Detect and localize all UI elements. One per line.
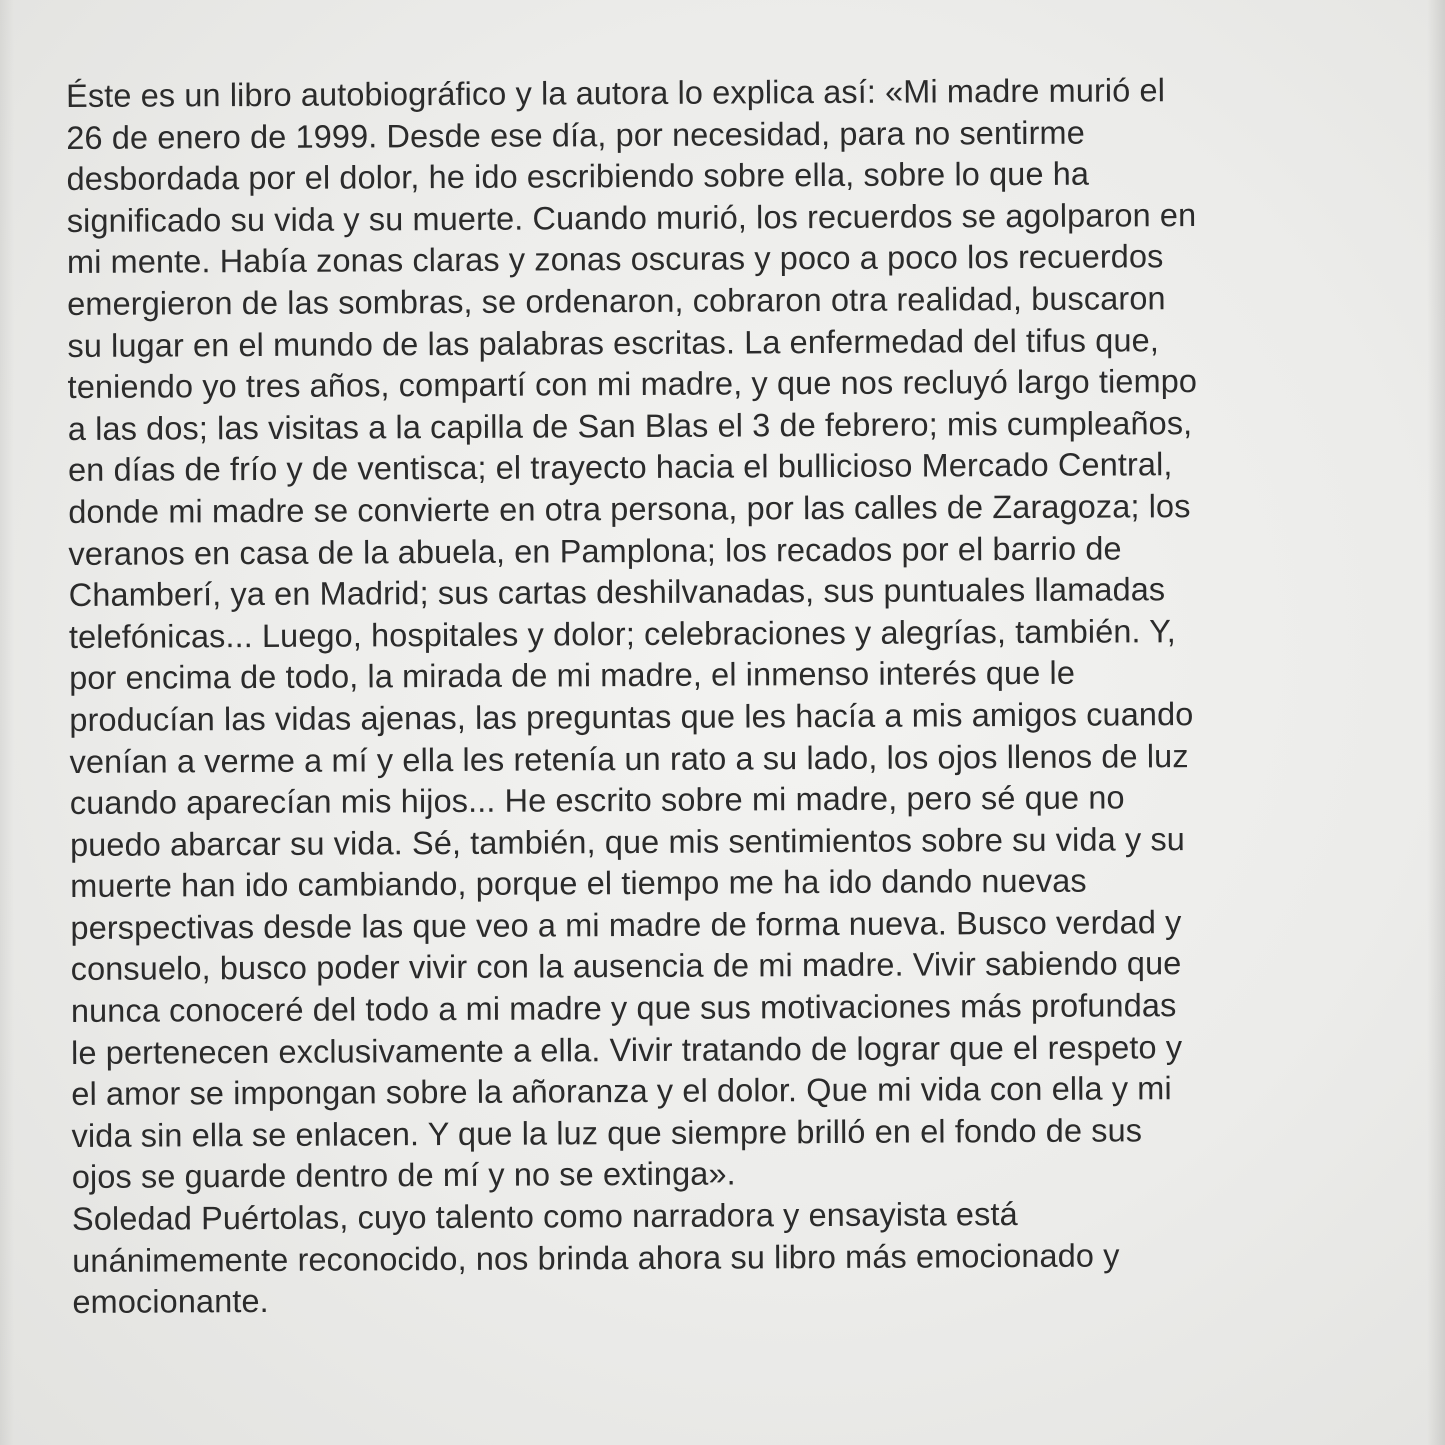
- blurb-line: desbordada por el dolor, he ido escribiendo sobre ella, sobre lo que ha: [66, 155, 1090, 198]
- blurb-line: producían las vidas ajenas, las preguntas que les hacía a mis amigos cuando: [69, 696, 1194, 738]
- blurb-line: el amor se impongan sobre la añoranza y el dolor. Que mi vida con ella y mi: [71, 1070, 1172, 1113]
- blurb-line: veranos en casa de la abuela, en Pamplona; los recados por el barrio de: [68, 530, 1122, 572]
- blurb-line: telefónicas... Luego, hospitales y dolor; celebraciones y alegrías, también. Y,: [68, 612, 1176, 655]
- blurb-line: perspectivas desde las que veo a mi madre de forma nueva. Busco verdad y: [70, 904, 1182, 946]
- blurb-line: consuelo, busco poder vivir con la ausencia de mi madre. Vivir sabiendo que: [70, 945, 1182, 988]
- blurb-line: emergieron de las sombras, se ordenaron, cobraron otra realidad, buscaron: [67, 280, 1166, 322]
- blurb-line: venían a verme a mí y ella les retenía un rato a su lado, los ojos llenos de luz: [69, 737, 1189, 780]
- author-note-line: emocionante.: [72, 1283, 269, 1321]
- blurb-line: 26 de enero de 1999. Desde ese día, por necesidad, para no sentirme: [66, 114, 1085, 156]
- blurb-line: puedo abarcar su vida. Sé, también, que mis sentimientos sobre su vida y su: [69, 820, 1186, 863]
- blurb-line: cuando aparecían mis hijos... He escrito sobre mi madre, pero sé que no: [69, 779, 1125, 822]
- blurb-line: Chamberí, ya en Madrid; sus cartas deshilvanadas, sus puntuales llamadas: [68, 571, 1166, 614]
- blurb-line: por encima de todo, la mirada de mi madre, el inmenso interés que le: [69, 655, 1076, 697]
- blurb-line: a las dos; las visitas a la capilla de San Blas el 3 de febrero; mis cumpleaños,: [67, 404, 1193, 447]
- back-cover-blurb: [66, 69, 1418, 1324]
- blurb-line: muerte han ido cambiando, porque el tiempo me ha ido dando nuevas: [70, 862, 1087, 905]
- blurb-line: su lugar en el mundo de las palabras escritas. La enfermedad del tifus que,: [67, 321, 1159, 364]
- blurb-line: mi mente. Había zonas claras y zonas oscuras y poco a poco los recuerdos: [66, 238, 1164, 281]
- blurb-line: teniendo yo tres años, compartí con mi madre, y que nos recluyó largo tiempo: [67, 363, 1198, 406]
- blurb-line: vida sin ella se enlacen. Y que la luz que siempre brilló en el fondo de sus: [71, 1112, 1143, 1154]
- author-note-line: Soledad Puértolas, cuyo talento como narradora y ensayista está: [71, 1196, 1018, 1238]
- author-note-line: unánimemente reconocido, nos brinda ahora su libro más emocionado y: [72, 1237, 1120, 1279]
- blurb-line: en días de frío y de ventisca; el trayecto hacia el bullicioso Mercado Central,: [67, 446, 1173, 489]
- blurb-line: significado su vida y su muerte. Cuando murió, los recuerdos se agolparon en: [66, 196, 1197, 239]
- blurb-line: Éste es un libro autobiográfico y la autora lo explica así: «Mi madre murió el: [66, 72, 1166, 114]
- cover-shadow-left: [0, 0, 14, 1445]
- cover-shadow-right: [1427, 0, 1445, 1445]
- blurb-line: ojos se guarde dentro de mí y no se extinga».: [71, 1155, 736, 1196]
- blurb-line: le pertenecen exclusivamente a ella. Vivir tratando de lograr que el respeto y: [71, 1028, 1183, 1071]
- blurb-line: donde mi madre se convierte en otra persona, por las calles de Zaragoza; los: [68, 488, 1191, 530]
- blurb-line: nunca conoceré del todo a mi madre y que sus motivaciones más profundas: [70, 987, 1177, 1030]
